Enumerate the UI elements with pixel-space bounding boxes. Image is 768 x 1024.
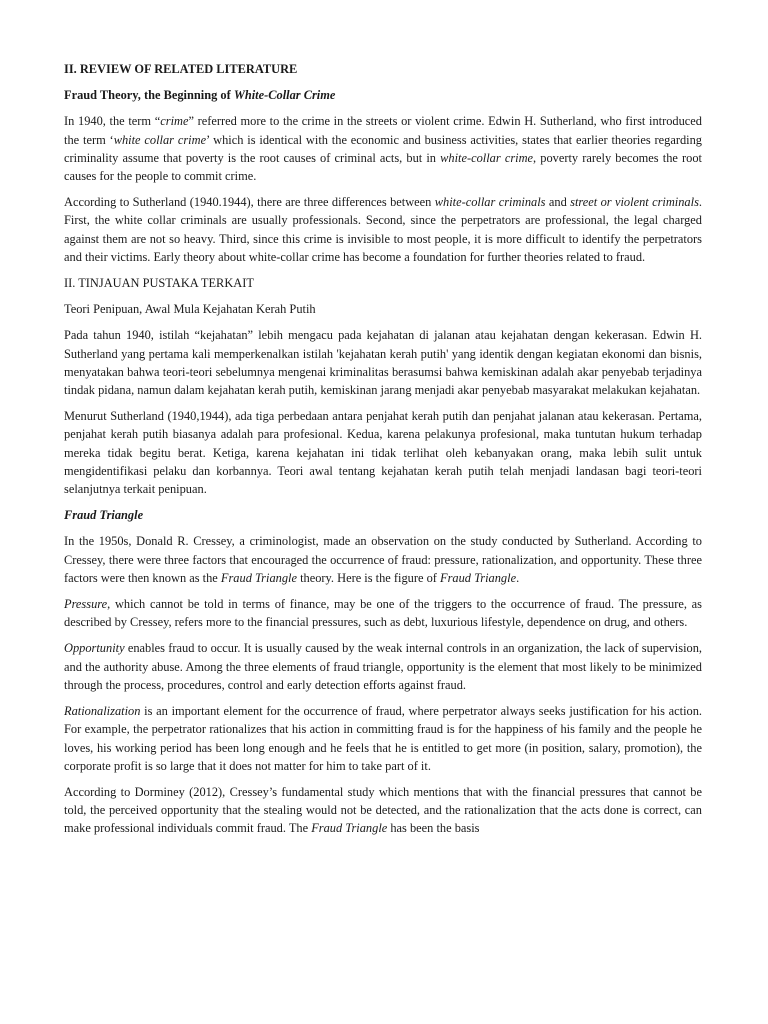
paragraph-id-2: Menurut Sutherland (1940,1944), ada tiga perbedaan antara penjahat kerah putih dan penjahat jalanan atau kekerasan. Pertama, penjahat kerah putih biasanya adalah para profesional. Kedua, karena pelakunya profesional, maka tuntutan hukum terhadap mereka tidak begitu berat. Ketiga, karena kejahatan ini tidak terlihat oleh kebanyakan orang, maka lebih sulit untuk mengidentifikasi pelaku dan korbannya. Teori awal tentang kejahatan kerah putih telah menjadi landasan bagi teori-teori selanjutnya terkait penipuan. xyxy=(64,409,702,497)
fraud-triangle-heading: Fraud Triangle xyxy=(64,508,144,523)
paragraph-opportunity: Opportunity enables fraud to occur. It is usually caused by the weak internal controls in an organization, the lack of supervision, and the authority abuse. Among the three elements of fraud triangle, opportunity is the element that most likely to be minimized through the process, procedures, control and early detection efforts against fraud. xyxy=(64,641,702,692)
paragraph-id-1: Pada tahun 1940, istilah “kejahatan” lebih mengacu pada kejahatan di jalanan atau kejahatan dengan kekerasan. Edwin H. Sutherland yang pertama kali memperkenalkan istilah 'kejahatan kerah putih' yang identik dengan kegiatan ekonomi dan bisnis, menyatakan bahwa teori-teori sebelumnya mengenai kriminalitas berasumsi bahwa kemiskinan adalah akar penyebab terjadinya tindak pidana, namun dalam kejahatan kerah putih, kemiskinan jarang menjadi akar penyebab masyarakat melakukan kejahatan. xyxy=(64,328,702,398)
paragraph-pressure: Pressure, which cannot be told in terms of finance, may be one of the triggers to the occurrence of fraud. The pressure, as described by Cressey, refers more to the financial pressures, such as debt, luxurious lifestyle, dependence on drug, and others. xyxy=(64,597,702,630)
subheading-en: Fraud Theory, the Beginning of White-Collar Crime xyxy=(64,88,336,103)
paragraph-en-2: According to Sutherland (1940.1944), there are three differences between white-collar criminals and street or violent criminals. First, the white collar criminals are usually professionals. Second, since the perpetrators are professional, the legal charged against them are not so heavy. Third, since this crime is invisible to most people, it is more difficult to identify the perpetrators and their victims. Early theory about white-collar crime has become a foundation for further theories related to fraud. xyxy=(64,195,703,264)
subheading-id: Teori Penipuan, Awal Mula Kejahatan Kerah Putih xyxy=(64,302,316,317)
paragraph-dorminey: According to Dorminey (2012), Cressey’s fundamental study which mentions that with the financial pressures that cannot be told, the perceived opportunity that the stealing would not be detected, and the rationalization that the acts done is correct, can make professional individuals commit fraud. The Fraud Triangle has been the basis xyxy=(64,784,702,836)
section-heading-en: II. REVIEW OF RELATED LITERATURE xyxy=(64,62,298,76)
document-page xyxy=(64,60,702,846)
paragraph-en-1: In 1940, the term “crime” referred more to the crime in the streets or violent crime. Edwin H. Sutherland, who first introduced the term ‘white collar crime’ which is identical with the economic and business activities, states that earlier theories regarding criminality assume that poverty is the root causes of criminal acts, but in white-collar crime, poverty rarely becomes the root causes for the people to commit crime. xyxy=(64,114,702,184)
paragraph-fraud-triangle-intro: In the 1950s, Donald R. Cressey, a criminologist, made an observation on the study conducted by Sutherland. According to Cressey, there were three factors that encouraged the occurrence of fraud: pressure, rationalization, and opportunity. These three factors were then known as the Fraud Triangle theory. Here is the figure of Fraud Triangle. xyxy=(64,534,702,585)
section-heading-id: II. TINJAUAN PUSTAKA TERKAIT xyxy=(64,276,254,291)
paragraph-rationalization: Rationalization is an important element for the occurrence of fraud, where perpetrator always seeks justification for his action. For example, the perpetrator rationalizes that his action in committing fraud is for the happiness of his family and the people he loves, his working period has been long enough and he feels that he is entitled to get more (in position, salary, promotion), the corporate profit is so large that it does not matter for him to take part of it. xyxy=(64,704,702,773)
